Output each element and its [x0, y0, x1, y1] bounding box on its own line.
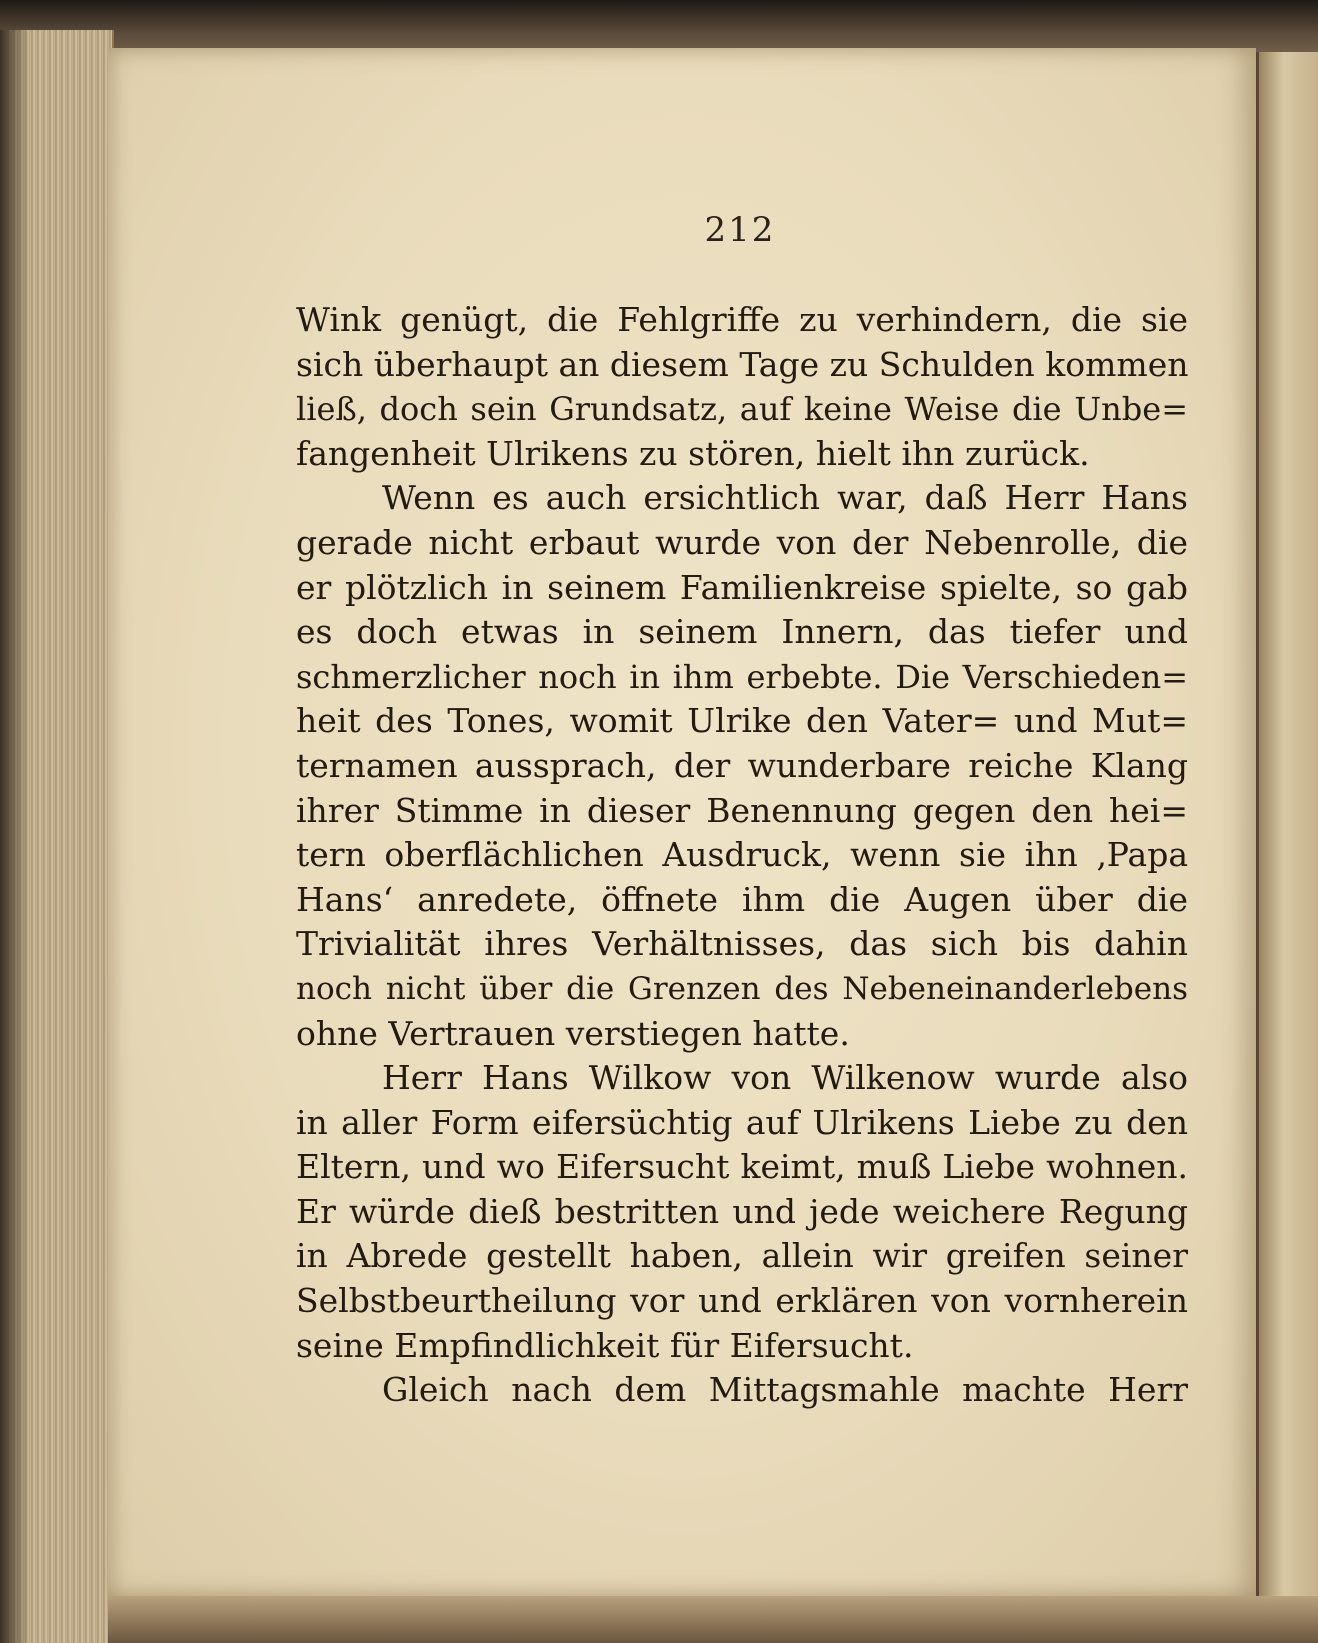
- text-line: Trivialität ihres Verhältnisses, das sich bis dahin: [296, 924, 1188, 964]
- text-line: tern oberflächlichen Ausdruck, wenn sie ihn ‚Papa: [296, 835, 1188, 875]
- text-line: Wenn es auch ersichtlich war, daß Herr Hans: [382, 478, 1188, 518]
- text-line: ließ, doch sein Grundsatz, auf keine Weise die Unbe=: [296, 390, 1188, 429]
- text-line: heit des Tones, womit Ulrike den Vater= und Mut=: [296, 701, 1188, 741]
- edge-shadow: [0, 30, 30, 1643]
- text-line: Herr Hans Wilkow von Wilkenow wurde also: [382, 1058, 1188, 1098]
- text-line: seine Empfindlichkeit für Eifersucht.: [296, 1325, 914, 1365]
- text-line: er plötzlich in seinem Familienkreise spielte, so gab: [296, 567, 1188, 607]
- text-line: Gleich nach dem Mittagsmahle machte Herr: [382, 1370, 1188, 1410]
- text-line: Hans‘ anredete, öffnete ihm die Augen über die: [296, 879, 1188, 919]
- facing-page-edge: [1256, 52, 1318, 1632]
- text-line: Er würde dieß bestritten und jede weichere Regung: [296, 1191, 1188, 1231]
- body-text: [296, 298, 1188, 1413]
- text-line: es doch etwas in seinem Innern, das tiefer und: [296, 612, 1188, 652]
- text-line: Eltern, und wo Eifersucht keimt, muß Liebe wohnen.: [296, 1147, 1188, 1187]
- text-line: in Abrede gestellt haben, allein wir greifen seiner: [296, 1236, 1188, 1276]
- text-line: in aller Form eifersüchtig auf Ulrikens Liebe zu den: [296, 1102, 1188, 1142]
- text-line: noch nicht über die Grenzen des Nebeneinanderlebens: [296, 970, 1188, 1007]
- book-bottom-edge: [108, 1596, 1318, 1643]
- text-line: fangenheit Ulrikens zu stören, hielt ihn zurück.: [296, 433, 1090, 473]
- text-line: Wink genügt, die Fehlgriffe zu verhindern, die sie: [296, 300, 1188, 339]
- text-line: ihrer Stimme in dieser Benennung gegen den hei=: [296, 790, 1188, 830]
- text-line: sich überhaupt an diesem Tage zu Schulden kommen: [296, 344, 1189, 384]
- text-line: gerade nicht erbaut wurde von der Nebenrolle, die: [296, 522, 1188, 562]
- page-number: 212: [704, 210, 776, 250]
- text-line: Selbstbeurtheilung vor und erklären von vornherein: [296, 1281, 1188, 1321]
- text-line: ternamen aussprach, der wunderbare reiche Klang: [296, 745, 1188, 785]
- text-line: ohne Vertrauen verstiegen hatte.: [296, 1013, 850, 1053]
- text-line: schmerzlicher noch in ihm erbebte. Die Verschieden=: [296, 657, 1188, 696]
